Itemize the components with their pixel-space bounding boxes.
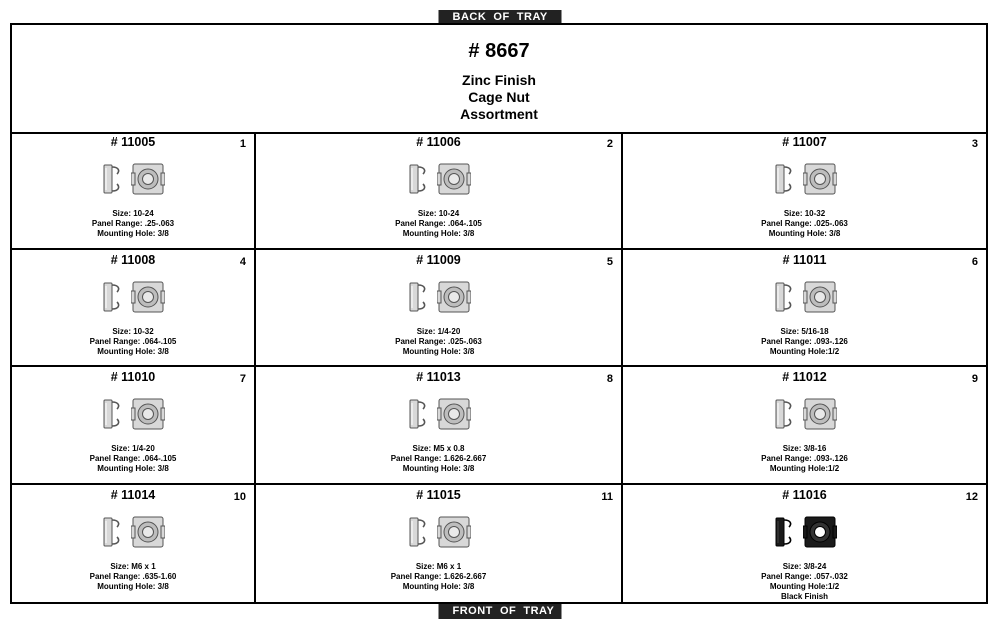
cage-nut-top-icon — [131, 397, 165, 431]
part-images — [12, 515, 254, 549]
tray — [10, 23, 988, 604]
panel-range-text: Panel Range: .093-.126 — [761, 454, 848, 463]
spec-block — [256, 327, 621, 357]
spec-block — [623, 327, 986, 357]
cage-nut-side-icon — [773, 397, 795, 431]
part-number: # 11010 — [110, 370, 156, 384]
compartment-9 — [623, 367, 986, 485]
compartment-number: 9 — [971, 373, 978, 385]
size-text: Size: 10-24 — [112, 209, 154, 218]
part-images — [12, 280, 254, 314]
part-images — [623, 162, 986, 196]
compartment-2 — [256, 132, 623, 250]
compartment-number: 10 — [233, 490, 246, 503]
spec-block — [623, 444, 986, 474]
size-text: Size: 3/8-16 — [782, 444, 827, 453]
compartment-number: 8 — [606, 373, 613, 385]
cage-nut-side-icon — [407, 280, 429, 314]
part-images — [623, 397, 986, 431]
compartment-number: 6 — [971, 255, 978, 268]
size-text: Size: 5/16-18 — [780, 326, 829, 336]
spec-block — [12, 444, 254, 474]
mounting-hole-text: Mounting Hole: 3/8 — [97, 581, 169, 591]
cage-nut-side-icon — [101, 397, 123, 431]
compartment-4 — [12, 250, 256, 368]
part-images — [256, 397, 621, 431]
cage-nut-top-icon — [437, 280, 471, 314]
spec-block — [12, 209, 254, 239]
title-line-3: Assortment — [460, 106, 538, 122]
part-number: # 11008 — [110, 252, 156, 267]
compartment-5 — [256, 250, 623, 368]
cage-nut-top-icon — [131, 162, 165, 196]
panel-range-text: Panel Range: .064-.105 — [395, 219, 482, 228]
compartment-number: 5 — [606, 255, 613, 268]
compartment-number: 11 — [601, 490, 613, 503]
compartment-number: 4 — [239, 255, 246, 268]
mounting-hole-text: Mounting Hole: 3/8 — [97, 229, 169, 238]
part-images — [12, 162, 254, 196]
size-text: Size: M6 x 1 — [415, 561, 462, 571]
compartment-number: 12 — [965, 490, 978, 503]
panel-range-text: Panel Range: .064-.105 — [89, 336, 177, 346]
part-number: # 11011 — [782, 252, 827, 267]
cage-nut-top-icon — [803, 515, 837, 549]
part-images — [256, 162, 621, 196]
panel-range-text: Panel Range: .025-.063 — [395, 336, 482, 346]
cage-nut-top-icon — [437, 162, 471, 196]
compartment-3 — [623, 132, 986, 250]
cage-nut-top-icon — [437, 397, 471, 431]
part-images — [256, 280, 621, 314]
spec-block — [256, 444, 621, 474]
cage-nut-side-icon — [101, 162, 123, 196]
part-images — [623, 280, 986, 314]
mounting-hole-text: Mounting Hole: 3/8 — [402, 229, 475, 238]
mounting-hole-text: Mounting Hole:1/2 — [769, 464, 840, 473]
part-number: # 11016 — [782, 487, 827, 502]
spec-block — [256, 209, 621, 239]
cage-nut-side-icon — [773, 280, 795, 314]
size-text: Size: 3/8-24 — [782, 561, 827, 571]
panel-range-text: Panel Range: 1.626-2.667 — [390, 454, 487, 463]
panel-range-text: Panel Range: .25-.063 — [91, 219, 175, 228]
part-number: # 11006 — [416, 135, 461, 149]
compartment-8 — [256, 367, 623, 485]
title-line-2: Cage Nut — [468, 89, 530, 105]
cage-nut-side-icon — [407, 162, 429, 196]
cage-nut-side-icon — [101, 280, 123, 314]
set-number: # 8667 — [468, 40, 530, 62]
panel-range-text: Panel Range: .093-.126 — [761, 336, 848, 346]
spec-block — [623, 209, 986, 239]
front-of-tray-label: FRONT OF TRAY — [439, 604, 562, 619]
part-number: # 11009 — [416, 252, 461, 267]
spec-block — [12, 327, 254, 357]
spec-block — [623, 562, 986, 602]
cage-nut-side-icon — [407, 515, 429, 549]
cage-nut-top-icon — [437, 515, 471, 549]
spec-block — [12, 562, 254, 592]
panel-range-text: Panel Range: .057-.032 — [761, 571, 848, 581]
cage-nut-side-icon — [407, 397, 429, 431]
compartment-number: 2 — [606, 138, 613, 150]
panel-range-text: Panel Range: .064-.105 — [89, 454, 177, 463]
part-images — [12, 397, 254, 431]
part-number: # 11007 — [782, 135, 827, 149]
tray-header — [12, 25, 986, 134]
part-number: # 11015 — [416, 487, 461, 502]
cage-nut-top-icon — [131, 280, 165, 314]
cage-nut-top-icon — [803, 280, 837, 314]
finish-note: Black Finish — [780, 591, 829, 601]
cage-nut-top-icon — [131, 515, 165, 549]
part-number: # 11012 — [782, 370, 827, 384]
size-text: Size: 10-32 — [112, 326, 154, 336]
title-line-1: Zinc Finish — [462, 72, 536, 88]
mounting-hole-text: Mounting Hole:1/2 — [769, 581, 840, 591]
compartment-number: 3 — [971, 138, 978, 150]
panel-range-text: Panel Range: 1.626-2.667 — [390, 571, 487, 581]
mounting-hole-text: Mounting Hole: 3/8 — [402, 581, 475, 591]
size-text: Size: M5 x 0.8 — [412, 444, 465, 453]
compartment-number: 7 — [239, 373, 246, 385]
compartment-7 — [12, 367, 256, 485]
part-number: # 11005 — [110, 135, 156, 149]
mounting-hole-text: Mounting Hole: 3/8 — [768, 229, 841, 238]
compartment-1 — [12, 132, 256, 250]
part-images — [623, 515, 986, 549]
part-number: # 11014 — [110, 487, 156, 502]
compartment-10 — [12, 485, 256, 603]
part-number: # 11013 — [416, 370, 461, 384]
cage-nut-side-icon — [773, 515, 795, 549]
panel-range-text: Panel Range: .025-.063 — [761, 219, 848, 228]
size-text: Size: M6 x 1 — [110, 561, 156, 571]
size-text: Size: 10-32 — [783, 209, 826, 218]
back-of-tray-label: BACK OF TRAY — [439, 10, 562, 25]
part-images — [256, 515, 621, 549]
cage-nut-side-icon — [773, 162, 795, 196]
compartment-number: 1 — [239, 138, 246, 150]
panel-range-text: Panel Range: .635-1.60 — [89, 571, 177, 581]
cage-nut-top-icon — [803, 162, 837, 196]
compartment-12 — [623, 485, 986, 603]
spec-block — [256, 562, 621, 592]
cage-nut-side-icon — [101, 515, 123, 549]
mounting-hole-text: Mounting Hole: 3/8 — [402, 464, 475, 473]
compartment-grid — [12, 132, 986, 602]
mounting-hole-text: Mounting Hole: 3/8 — [97, 464, 169, 473]
cage-nut-top-icon — [803, 397, 837, 431]
size-text: Size: 1/4-20 — [416, 326, 461, 336]
mounting-hole-text: Mounting Hole:1/2 — [769, 346, 840, 356]
mounting-hole-text: Mounting Hole: 3/8 — [97, 346, 169, 356]
compartment-11 — [256, 485, 623, 603]
size-text: Size: 1/4-20 — [111, 444, 155, 453]
mounting-hole-text: Mounting Hole: 3/8 — [402, 346, 475, 356]
compartment-6 — [623, 250, 986, 368]
size-text: Size: 10-24 — [417, 209, 460, 218]
